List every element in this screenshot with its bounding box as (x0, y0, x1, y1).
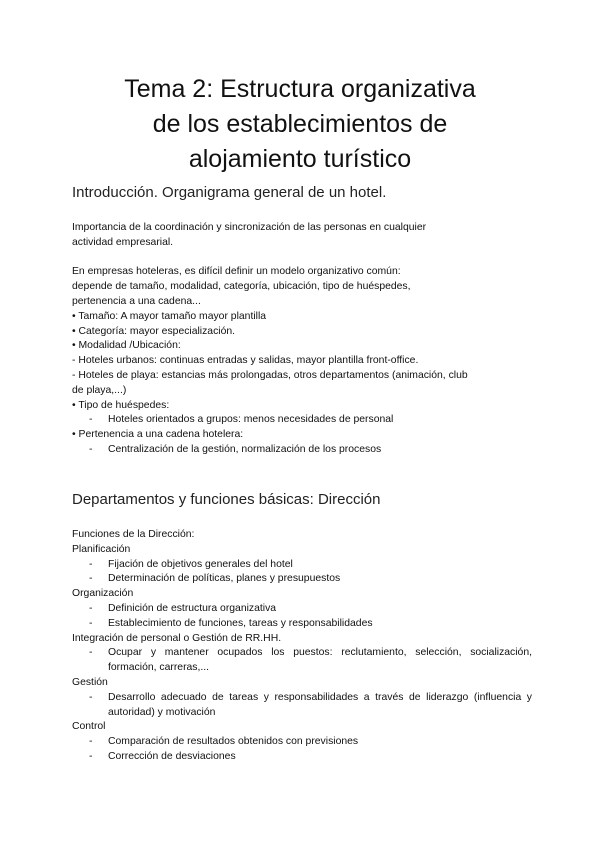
dash-marker: - (89, 736, 93, 748)
section-body-direccion (72, 528, 532, 765)
list-item (72, 646, 532, 676)
title-line-1: Tema 2: Estructura organizativa (124, 75, 476, 103)
dash-marker: - (89, 573, 93, 585)
bullet-item: • Categoría: mayor especialización. (72, 325, 236, 337)
list-item (72, 443, 532, 458)
list-item-text: Ocupar y mantener ocupados los puestos: reclutamiento, selección, socialización, formación, carreras,... (108, 647, 532, 674)
title-line-2: de los establecimientos de (152, 110, 448, 138)
subheading-planificacion: Planificación (72, 543, 131, 555)
dash-marker: - (89, 602, 93, 614)
list-item-text: Comparación de resultados obtenidos con previsiones (108, 736, 359, 748)
dash-marker: - (89, 443, 93, 455)
section-heading-direccion: Departamentos y funciones básicas: Dirección (72, 491, 381, 508)
page-title (0, 72, 600, 177)
list-item-text: Determinación de políticas, planes y presupuestos (108, 573, 341, 585)
list-item-text: Desarrollo adecuado de tareas y responsabilidades a través de liderazgo (influencia y autoridad) y motivación (108, 691, 532, 718)
list-item (72, 750, 532, 765)
list-item (72, 691, 532, 721)
subheading-organizacion: Organización (72, 588, 134, 600)
list-item-text: Definición de estructura organizativa (108, 602, 277, 614)
text-line: Importancia de la coordinación y sincronización de las personas en cualquier (72, 222, 427, 233)
list-item (72, 572, 532, 587)
list-item (72, 558, 532, 573)
dash-marker: - (89, 647, 93, 659)
text-line: - Hoteles urbanos: continuas entradas y salidas, mayor plantilla front-office. (72, 355, 419, 367)
bullet-item: • Tamaño: A mayor tamaño mayor plantilla (72, 310, 267, 322)
text-line: pertenencia a una cadena... (72, 295, 201, 307)
list-item-text: Centralización de la gestión, normalización de los procesos (108, 443, 382, 455)
list-item-text: Hoteles orientados a grupos: menos necesidades de personal (108, 414, 394, 426)
dash-marker: - (89, 691, 93, 703)
subheading-control: Control (72, 721, 106, 733)
title-line-3: alojamiento turístico (188, 145, 412, 173)
list-item (72, 602, 532, 617)
text-line: de playa,...) (72, 384, 127, 396)
list-item (72, 617, 532, 632)
list-item-text: Establecimiento de funciones, tareas y responsabilidades (108, 617, 373, 629)
text-line: Funciones de la Dirección: (72, 529, 195, 540)
bullet-item: • Pertenencia a una cadena hotelera: (72, 429, 244, 441)
text-line: depende de tamaño, modalidad, categoría, ubicación, tipo de huéspedes, (72, 281, 411, 293)
section-body-introduccion (72, 221, 532, 458)
dash-marker: - (89, 558, 93, 570)
subheading-gestion: Gestión (72, 676, 108, 688)
list-item (72, 413, 532, 428)
dash-marker: - (89, 750, 93, 762)
subheading-integracion: Integración de personal o Gestión de RR.HH. (72, 632, 282, 644)
text-line: actividad empresarial. (72, 236, 174, 248)
list-item-text: Fijación de objetivos generales del hotel (108, 558, 293, 570)
bullet-item: • Modalidad /Ubicación: (72, 340, 181, 352)
bullet-item: • Tipo de huéspedes: (72, 399, 170, 411)
dash-marker: - (89, 617, 93, 629)
dash-marker: - (89, 414, 93, 426)
section-heading-introduccion: Introducción. Organigrama general de un hotel. (72, 184, 387, 201)
list-item (72, 735, 532, 750)
text-line: - Hoteles de playa: estancias más prolongadas, otros departamentos (animación, club (72, 369, 468, 381)
list-item-text: Corrección de desviaciones (108, 750, 236, 762)
text-line: En empresas hoteleras, es difícil definir un modelo organizativo común: (72, 266, 401, 278)
